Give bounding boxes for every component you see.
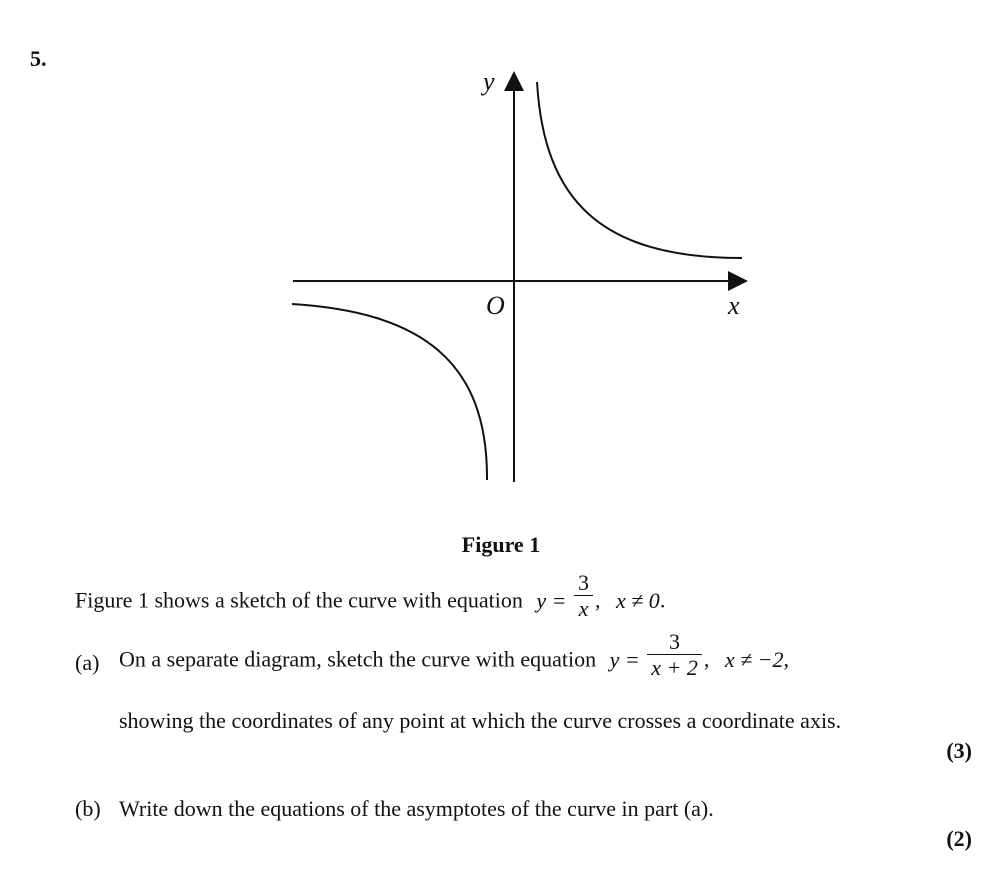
part-a-condition: x ≠ −2 <box>724 646 784 672</box>
y-axis-label: y <box>483 67 495 96</box>
origin-label: O <box>486 291 505 320</box>
part-a-fraction-numerator: 3 <box>669 629 681 654</box>
question-number: 5. <box>30 46 47 71</box>
part-a-continuation: showing the coordinates of any point at which the curve crosses a coordinate axis. <box>119 708 842 733</box>
x-axis-arrow <box>728 271 748 291</box>
part-b-marks: (2) <box>946 826 972 851</box>
part-a-fraction-denominator: x + 2 <box>647 654 702 681</box>
intro-condition: x ≠ 0 <box>615 587 660 613</box>
part-a-marks: (3) <box>946 738 972 763</box>
intro-line: Figure 1 shows a sketch of the curve with equation y = $\frac{3}{x}$ , x ≠ 0. <box>75 570 666 621</box>
intro-eq-lhs: y = <box>536 587 567 613</box>
part-a-eq-lhs: y = <box>609 646 640 672</box>
intro-fraction-denominator: x <box>574 595 593 622</box>
intro-text: Figure 1 shows a sketch of the curve with equation <box>75 587 523 613</box>
part-a-fraction <box>647 630 702 681</box>
intro-end: . <box>659 587 666 613</box>
part-a-label: (a) <box>75 650 100 675</box>
curve-branch-upper-right <box>537 82 742 258</box>
part-a-text: On a separate diagram, sketch the curve with equation <box>119 646 597 672</box>
part-b-text: Write down the equations of the asymptotes of the curve in part (a). <box>119 796 714 821</box>
x-axis-label: x <box>728 291 740 320</box>
part-b-label: (b) <box>75 796 101 821</box>
y-axis-arrow <box>504 71 524 91</box>
figure-caption: Figure 1 <box>461 532 541 557</box>
curve-branch-lower-left <box>292 304 487 480</box>
intro-fraction <box>574 571 593 622</box>
part-a-line: On a separate diagram, sketch the curve with equation y = $\frac{3}{x + 2}$ , x ≠ −2, <box>119 629 790 680</box>
part-a-end: , <box>783 646 790 672</box>
intro-fraction-numerator: 3 <box>577 570 589 595</box>
